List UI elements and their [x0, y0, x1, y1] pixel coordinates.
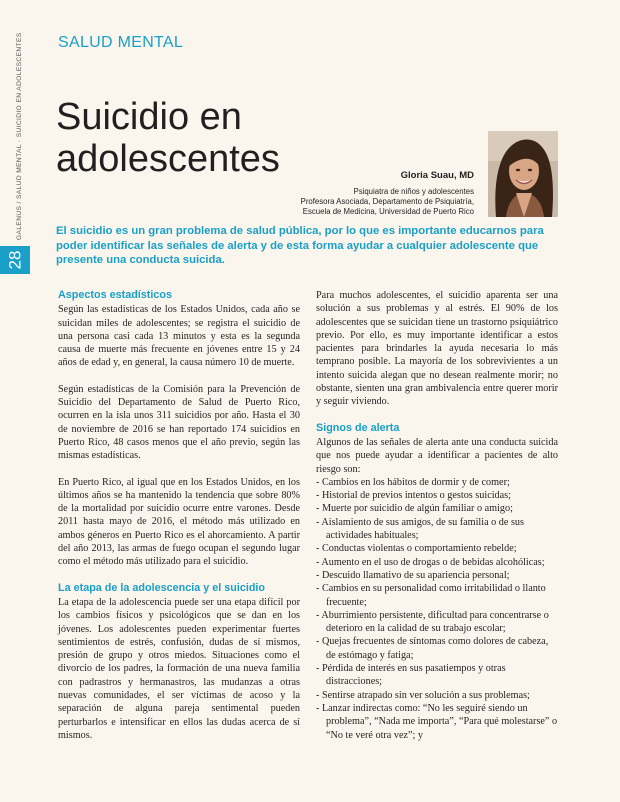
list-item: - Muerte por suicidio de algún familiar o amigo;: [316, 503, 513, 515]
list-item: - Conductas violentas o comportamiento rebelde;: [316, 543, 517, 555]
article-title: [56, 96, 316, 180]
right-column: [316, 289, 558, 742]
title-line-2: adolescentes: [56, 138, 280, 180]
paragraph: La etapa de la adolescencia puede ser una etapa difícil por los cambios físicos y psicológicos que se dan en los jóvenes. Los adolescentes pueden experimentar fuertes sentimientos de estrés, confusión, dudas de sí mismos, presión de grupo y otros miedos. Situaciones como el divorcio de los padres, la formación de una nueva familia con padrastros y hermanastros, las mudanzas a otras nuevas comunidades, el ser víctimas de acoso y la separación de alguna pareja sentimental pueden perturbarlos e intensificar en ellos las dudas acerca de sí mismos.: [58, 596, 300, 741]
list-item: - Pérdida de interés en sus pasatiempos y otras distracciones;: [316, 663, 506, 688]
heading-statistics: Aspectos estadísticos: [58, 289, 173, 301]
list-item: - Quejas frecuentes de síntomas como dolores de cabeza, de estómago y fatiga;: [316, 636, 549, 661]
author-portrait-image: [488, 131, 558, 217]
page-number-text: 28: [4, 250, 24, 270]
author-name: Gloria Suau, MD: [400, 170, 474, 181]
left-column: [58, 289, 300, 742]
author-photo: [488, 131, 558, 217]
list-item: - Aislamiento de sus amigos, de su familia o de sus actividades habituales;: [316, 516, 524, 542]
list-item: - Cambios en los hábitos de dormir y de comer;: [316, 476, 510, 488]
list-item: - Cambios en su personalidad como irritabilidad o llanto frecuente;: [316, 583, 546, 608]
running-head: GALENUS / SALUD MENTAL · SUICIDIO EN ADOLESCENTES: [16, 32, 23, 240]
paragraph: Según las estadísticas de los Estados Unidos, cada año se suicidan miles de adolescentes; se registra el suicidio de una persona casi cada 13 minutos y esta es la segunda causa de muerte más frecuente en jóvenes entre 15 y 24 años de edad y, en general, la causa número 10 de muerte.: [58, 304, 300, 369]
paragraph: Según estadísticas de la Comisión para la Prevención de Suicidio del Departamento de Salud de Puerto Rico, ocurren en la isla unos 311 suicidios por año. Hasta el 30 de noviembre de 2016 se han reportado 174 suicidios en Puerto Rico, 48 casos menos que el año previo, según las mismas estadísticas.: [58, 383, 300, 462]
list-item: - Aburrimiento persistente, dificultad para concentrarse o deterioro en la calidad de su trabajo escolar;: [316, 609, 549, 635]
warning-signs-list: [316, 476, 558, 742]
section-label: SALUD MENTAL: [58, 34, 184, 51]
heading-adolescence: La etapa de la adolescencia y el suicidio: [58, 581, 266, 594]
list-item: - Sentirse atrapado sin ver solución a sus problemas;: [316, 689, 530, 701]
heading-warning-signs: Signos de alerta: [316, 421, 400, 434]
paragraph: Para muchos adolescentes, el suicidio aparenta ser una solución a sus problemas y al estrés. El 90% de los adolescentes que se suicidan tiene un trastorno psiquiátrico previo. Por ello, es muy importante identificar a estos pacientes para brindarles la ayuda necesaria lo más temprano posible. La mayoría de los sobrevivientes a un intento suicida alegan que no desean realmente morir; no obstante, sienten una gran ambivalencia entre querer morir y seguir viviendo.: [316, 290, 558, 408]
paragraph: En Puerto Rico, al igual que en los Estados Unidos, en los últimos años se ha mantenido la tendencia que sobre 80% de la mortalidad por suicidio ocurre entre varones. Desde 2011 hasta mayo de 2016, el método más utilizado en ambos géneros en Puerto Rico es el ahorcamiento. A partir del año 2013, las armas de fuego ocupan el segundo lugar como el método más utilizado para el suicidio.: [58, 476, 300, 568]
author-block: [244, 170, 474, 217]
author-title-1: Psiquiatra de niños y adolescentes: [353, 187, 474, 196]
lead-paragraph: El suicidio es un gran problema de salud pública, por lo que es importante educarnos para poder identificar las señales de alerta y de esta forma ayudar a cualquier adolescente que presente una conducta suicida.: [56, 225, 544, 266]
author-title-2: Profesora Asociada, Departamento de Psiquiatría,: [300, 197, 474, 206]
author-title-3: Escuela de Medicina, Universidad de Puerto Rico: [302, 207, 474, 216]
paragraph: Algunos de las señales de alerta ante una conducta suicida que nos puede ayudar a identificar a pacientes de alto riesgo son:: [316, 436, 558, 475]
list-item: - Descuido llamativo de su apariencia personal;: [316, 569, 510, 581]
title-line-1: Suicidio en: [56, 96, 242, 138]
list-item: - Aumento en el uso de drogas o de bebidas alcohólicas;: [316, 556, 545, 568]
page-number: [0, 246, 30, 274]
list-item: - Historial de previos intentos o gestos suicidas;: [316, 490, 511, 502]
list-item: - Lanzar indirectas como: “No les seguiré siendo un problema”, “Nada me importa”, “Para qué molestarse” o “No te veré otra vez”; y: [316, 702, 558, 741]
side-strip: [0, 0, 30, 802]
